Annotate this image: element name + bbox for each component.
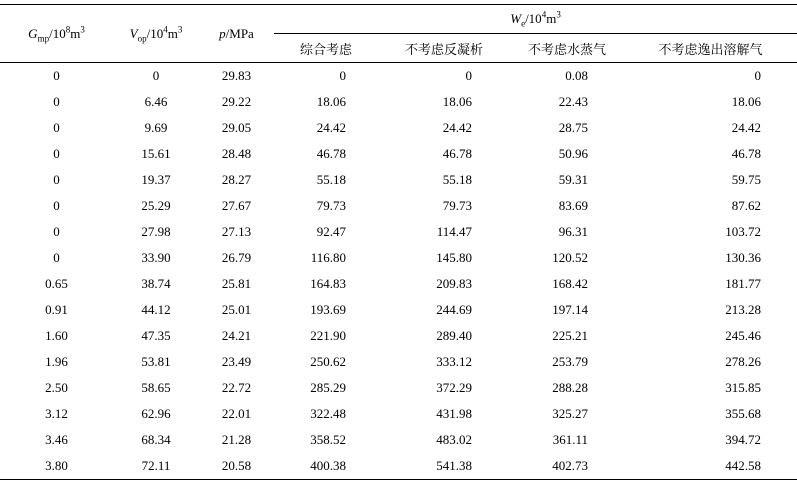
table-row — [0, 375, 797, 401]
table-row — [0, 323, 797, 349]
header-sub-col: 不考虑水蒸气 — [510, 34, 624, 63]
table-cell: 164.83 — [310, 276, 346, 291]
table-cell: 29.22 — [221, 94, 252, 109]
table-cell: 22.43 — [558, 94, 588, 109]
table-cell: 0 — [53, 68, 60, 83]
table-cell: 55.18 — [316, 172, 346, 187]
table-cell: 361.11 — [552, 432, 588, 447]
table-cell: 315.85 — [725, 380, 762, 395]
table-cell: 28.27 — [221, 172, 252, 187]
table-cell: 289.40 — [436, 328, 472, 343]
table-cell: 50.96 — [558, 146, 588, 161]
table-cell: 46.78 — [316, 146, 346, 161]
table-cell: 244.69 — [436, 302, 472, 317]
table-cell: 221.90 — [310, 328, 346, 343]
table-cell: 3.80 — [0, 453, 113, 480]
table-cell: 83.69 — [558, 198, 588, 213]
table-cell: 394.72 — [725, 432, 762, 447]
table-cell: 79.73 — [316, 198, 346, 213]
table-cell: 26.79 — [221, 250, 252, 265]
table-cell: 62.96 — [141, 406, 171, 421]
table-cell: 0 — [53, 172, 60, 187]
header-we-group: $W_e/10^4m^3$ — [274, 5, 797, 34]
table-cell: 18.06 — [731, 94, 762, 109]
table-cell: 20.58 — [199, 453, 274, 480]
table-cell: 541.38 — [378, 453, 510, 480]
table-cell: 24.42 — [442, 120, 472, 135]
table-cell: 18.06 — [316, 94, 346, 109]
table-cell: 15.61 — [141, 146, 171, 161]
table-cell: 22.01 — [221, 406, 252, 421]
table-cell: 27.13 — [221, 224, 252, 239]
table-cell: 2.50 — [45, 380, 68, 395]
table-row — [0, 349, 797, 375]
table-cell: 483.02 — [436, 432, 472, 447]
table-cell: 24.42 — [316, 120, 346, 135]
table-cell: 29.05 — [221, 120, 252, 135]
table-cell: 0 — [53, 146, 60, 161]
table-cell: 68.34 — [141, 432, 171, 447]
table-cell: 197.14 — [552, 302, 588, 317]
table-cell: 288.28 — [552, 380, 588, 395]
table-cell: 38.74 — [141, 276, 171, 291]
table-cell: 24.42 — [731, 120, 762, 135]
table-cell: 79.73 — [442, 198, 472, 213]
table-cell: 130.36 — [725, 250, 762, 265]
table-cell: 0 — [53, 224, 60, 239]
table-cell: 46.78 — [731, 146, 762, 161]
table-cell: 58.65 — [141, 380, 171, 395]
table-cell: 28.48 — [221, 146, 252, 161]
table-cell: 0 — [465, 68, 472, 83]
table-cell: 116.80 — [310, 250, 346, 265]
table-cell: 442.58 — [624, 453, 797, 480]
table-row — [0, 89, 797, 115]
table-cell: 0.65 — [45, 276, 68, 291]
table-cell: 209.83 — [436, 276, 472, 291]
table-cell: 285.29 — [310, 380, 346, 395]
table-row — [0, 141, 797, 167]
table-cell: 72.11 — [113, 453, 199, 480]
table-cell: 114.47 — [436, 224, 472, 239]
table-cell: 25.81 — [221, 276, 252, 291]
table-row — [0, 167, 797, 193]
table-cell: 400.38 — [274, 453, 378, 480]
table-cell: 253.79 — [552, 354, 588, 369]
table-row — [0, 401, 797, 427]
table-cell: 23.49 — [221, 354, 252, 369]
table-cell: 120.52 — [552, 250, 588, 265]
header-gmp: $G_{mp}/10^8m^3$ — [0, 5, 113, 63]
table-cell: 402.73 — [510, 453, 624, 480]
table-cell: 0.08 — [565, 68, 588, 83]
table-cell: 29.83 — [221, 68, 252, 83]
table-row — [0, 453, 797, 480]
table-row — [0, 115, 797, 141]
table-cell: 325.27 — [552, 406, 588, 421]
table-cell: 6.46 — [144, 94, 168, 109]
table-row — [0, 271, 797, 297]
table-cell: 0 — [53, 198, 60, 213]
table-cell: 1.96 — [45, 354, 68, 369]
table-cell: 22.72 — [221, 380, 252, 395]
table-cell: 33.90 — [141, 250, 171, 265]
header-sub-col: 综合考虑 — [274, 34, 378, 63]
table-cell: 225.21 — [552, 328, 588, 343]
header-sub-col: 不考虑逸出溶解气 — [624, 34, 797, 63]
table-cell: 44.12 — [141, 302, 171, 317]
table-cell: 181.77 — [725, 276, 762, 291]
table-cell: 0.91 — [45, 302, 68, 317]
table-cell: 3.46 — [45, 432, 68, 447]
table-cell: 278.26 — [725, 354, 762, 369]
table-cell: 59.75 — [731, 172, 762, 187]
table-cell: 193.69 — [310, 302, 346, 317]
table-cell: 250.62 — [310, 354, 346, 369]
table-cell: 168.42 — [552, 276, 588, 291]
table-cell: 372.29 — [436, 380, 472, 395]
table-row — [0, 219, 797, 245]
table-cell: 47.35 — [141, 328, 171, 343]
table-row — [0, 427, 797, 453]
table-cell: 53.81 — [141, 354, 171, 369]
data-table — [0, 4, 797, 480]
table-body — [0, 63, 797, 480]
header-row-1 — [0, 5, 797, 34]
table-cell: 245.46 — [725, 328, 762, 343]
table-row — [0, 63, 797, 90]
table-row — [0, 245, 797, 271]
table-cell: 358.52 — [310, 432, 346, 447]
table-cell: 145.80 — [436, 250, 472, 265]
table-cell: 0 — [53, 120, 60, 135]
table-cell: 46.78 — [442, 146, 472, 161]
table-cell: 59.31 — [558, 172, 588, 187]
table-cell: 55.18 — [442, 172, 472, 187]
table-cell: 21.28 — [221, 432, 252, 447]
table-cell: 0 — [152, 68, 160, 83]
table-cell: 27.98 — [141, 224, 171, 239]
table-cell: 25.01 — [221, 302, 252, 317]
table-cell: 27.67 — [221, 198, 252, 213]
table-cell: 0 — [53, 94, 60, 109]
table-cell: 213.28 — [725, 302, 762, 317]
header-sub-col: 不考虑反凝析 — [378, 34, 510, 63]
table-cell: 322.48 — [310, 406, 346, 421]
table-cell: 24.21 — [221, 328, 252, 343]
table-cell: 333.12 — [436, 354, 472, 369]
table-cell: 0 — [53, 250, 60, 265]
table-cell: 87.62 — [731, 198, 762, 213]
table-row — [0, 297, 797, 323]
table-cell: 1.60 — [45, 328, 68, 343]
table-cell: 19.37 — [141, 172, 171, 187]
table-cell: 28.75 — [558, 120, 588, 135]
table-cell: 0 — [754, 68, 762, 83]
table-cell: 96.31 — [558, 224, 588, 239]
table-cell: 25.29 — [141, 198, 171, 213]
table-cell: 9.69 — [144, 120, 168, 135]
table-cell: 18.06 — [442, 94, 472, 109]
header-vop: $V_{op}/10^4m^3$ — [113, 5, 199, 63]
header-pressure: p/MPa — [199, 5, 274, 63]
table-row — [0, 193, 797, 219]
table-cell: 103.72 — [725, 224, 762, 239]
table-cell: 3.12 — [45, 406, 68, 421]
table-cell: 92.47 — [316, 224, 346, 239]
table-cell: 355.68 — [725, 406, 762, 421]
table-cell: 431.98 — [436, 406, 472, 421]
table-cell: 0 — [339, 68, 346, 83]
